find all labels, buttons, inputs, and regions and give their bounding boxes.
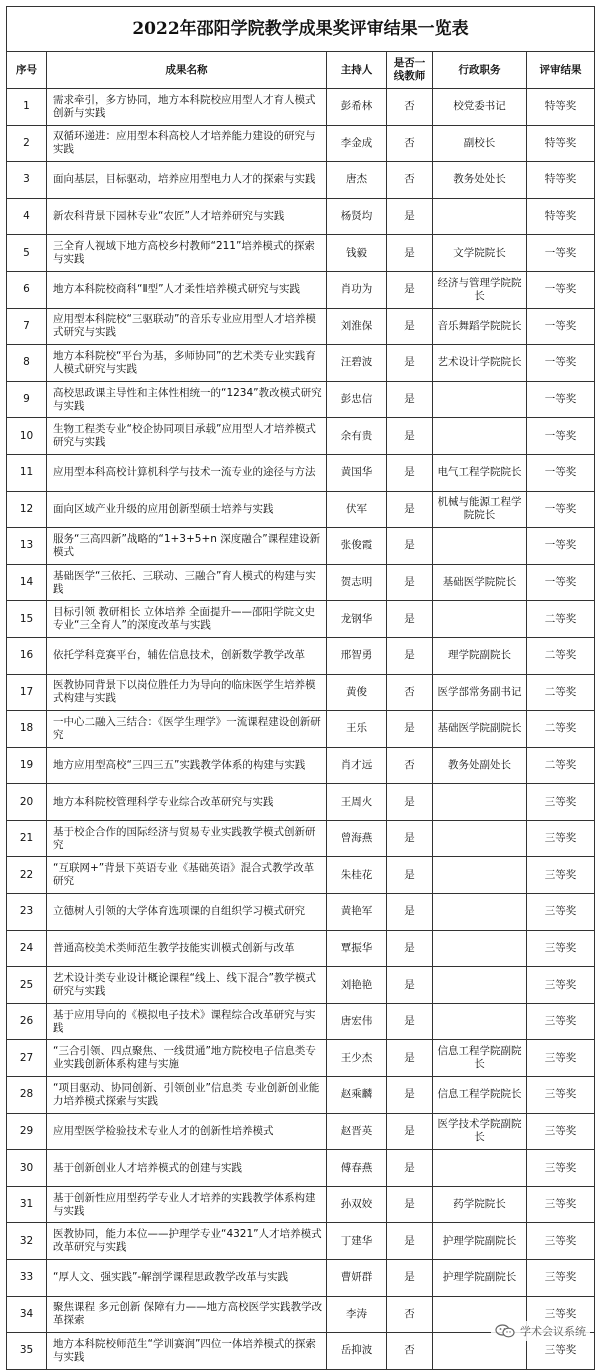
table-row	[7, 930, 595, 967]
cell-host: 余有贵	[327, 418, 387, 455]
cell-result: 三等奖	[527, 967, 595, 1004]
cell-frontline: 是	[387, 491, 433, 528]
cell-name: 医教协同背景下以岗位胜任力为导向的临床医学生培养模式构建与实践	[47, 674, 327, 711]
cell-index: 15	[7, 601, 47, 638]
cell-index: 6	[7, 271, 47, 308]
cell-result: 三等奖	[527, 1223, 595, 1260]
cell-frontline: 是	[387, 930, 433, 967]
cell-host: 赵乘麟	[327, 1077, 387, 1114]
cell-name: 需求牵引，多方协同，地方本科院校应用型人才育人模式创新与实践	[47, 89, 327, 126]
table-row	[7, 454, 595, 491]
cell-host: 贺志明	[327, 564, 387, 601]
cell-index: 1	[7, 89, 47, 126]
cell-result: 一等奖	[527, 235, 595, 272]
cell-index: 21	[7, 820, 47, 857]
cell-index: 4	[7, 198, 47, 235]
cell-result: 一等奖	[527, 345, 595, 382]
cell-index: 22	[7, 857, 47, 894]
cell-index: 3	[7, 162, 47, 199]
cell-index: 33	[7, 1260, 47, 1297]
cell-index: 24	[7, 930, 47, 967]
cell-frontline: 是	[387, 1113, 433, 1150]
header-name: 成果名称	[47, 52, 327, 89]
header-host: 主持人	[327, 52, 387, 89]
cell-host: 李金成	[327, 125, 387, 162]
cell-result: 一等奖	[527, 564, 595, 601]
cell-name: 地方本科院校商科“Ⅱ型”人才柔性培养模式研究与实践	[47, 271, 327, 308]
cell-index: 7	[7, 308, 47, 345]
cell-frontline: 是	[387, 235, 433, 272]
cell-result: 特等奖	[527, 198, 595, 235]
cell-admin: 校党委书记	[433, 89, 527, 126]
cell-result: 三等奖	[527, 1260, 595, 1297]
cell-result: 一等奖	[527, 454, 595, 491]
cell-admin	[433, 1150, 527, 1187]
cell-admin	[433, 381, 527, 418]
table-row	[7, 198, 595, 235]
cell-host: 赵晋英	[327, 1113, 387, 1150]
cell-admin: 医学技术学院副院长	[433, 1113, 527, 1150]
cell-index: 25	[7, 967, 47, 1004]
cell-result: 三等奖	[527, 784, 595, 821]
cell-host: 黄艳军	[327, 894, 387, 931]
cell-result: 特等奖	[527, 125, 595, 162]
cell-name: 高校思政课主导性和主体性相统一的“1234”教改模式研究与实践	[47, 381, 327, 418]
cell-admin: 艺术设计学院院长	[433, 345, 527, 382]
watermark-text: 学术会议系统	[520, 1325, 586, 1338]
cell-host: 覃振华	[327, 930, 387, 967]
cell-admin: 电气工程学院院长	[433, 454, 527, 491]
cell-result: 二等奖	[527, 747, 595, 784]
cell-frontline: 否	[387, 747, 433, 784]
cell-frontline: 否	[387, 125, 433, 162]
cell-host: 王乐	[327, 711, 387, 748]
cell-admin: 护理学院副院长	[433, 1223, 527, 1260]
cell-name: 应用型医学检验技术专业人才的创新性培养模式	[47, 1113, 327, 1150]
cell-index: 13	[7, 528, 47, 565]
cell-frontline: 是	[387, 1077, 433, 1114]
cell-admin: 机械与能源工程学院院长	[433, 491, 527, 528]
cell-admin: 信息工程学院院长	[433, 1077, 527, 1114]
results-table	[6, 6, 595, 1370]
header-index: 序号	[7, 52, 47, 89]
cell-frontline: 是	[387, 1040, 433, 1077]
cell-admin	[433, 198, 527, 235]
cell-name: 双循环递进：应用型本科高校人才培养能力建设的研究与实践	[47, 125, 327, 162]
cell-result: 三等奖	[527, 857, 595, 894]
cell-name: 地方应用型高校“三四三五”实践教学体系的构建与实践	[47, 747, 327, 784]
cell-frontline: 是	[387, 564, 433, 601]
cell-admin: 基础医学院院长	[433, 564, 527, 601]
cell-index: 16	[7, 637, 47, 674]
cell-result: 三等奖	[527, 1333, 595, 1370]
cell-name: 面向区域产业升级的应用创新型硕士培养与实践	[47, 491, 327, 528]
cell-name: 一中心二融入三结合：《医学生理学》一流课程建设创新研究	[47, 711, 327, 748]
cell-result: 一等奖	[527, 528, 595, 565]
table-row	[7, 345, 595, 382]
cell-host: 曹妍群	[327, 1260, 387, 1297]
cell-admin: 医学部常务副书记	[433, 674, 527, 711]
cell-frontline: 是	[387, 894, 433, 931]
cell-name: 基于创新性应用型药学专业人才培养的实践教学体系构建与实践	[47, 1186, 327, 1223]
cell-host: 黄俊	[327, 674, 387, 711]
cell-frontline: 是	[387, 308, 433, 345]
cell-admin	[433, 1003, 527, 1040]
cell-result: 二等奖	[527, 601, 595, 638]
cell-frontline: 是	[387, 454, 433, 491]
cell-index: 31	[7, 1186, 47, 1223]
cell-admin	[433, 967, 527, 1004]
cell-name: 基于校企合作的国际经济与贸易专业实践教学模式创新研究	[47, 820, 327, 857]
cell-frontline: 是	[387, 637, 433, 674]
cell-frontline: 是	[387, 1003, 433, 1040]
cell-index: 29	[7, 1113, 47, 1150]
cell-result: 三等奖	[527, 1003, 595, 1040]
table-row	[7, 1077, 595, 1114]
cell-name: “厚人文、强实践”-解剖学课程思政教学改革与实践	[47, 1260, 327, 1297]
cell-admin	[433, 528, 527, 565]
table-row	[7, 820, 595, 857]
table-row	[7, 967, 595, 1004]
cell-index: 28	[7, 1077, 47, 1114]
cell-index: 5	[7, 235, 47, 272]
cell-result: 一等奖	[527, 271, 595, 308]
cell-host: 唐宏伟	[327, 1003, 387, 1040]
cell-host: 李涛	[327, 1296, 387, 1333]
cell-host: 黄国华	[327, 454, 387, 491]
cell-index: 2	[7, 125, 47, 162]
cell-host: 朱桂花	[327, 857, 387, 894]
cell-frontline: 是	[387, 345, 433, 382]
cell-result: 特等奖	[527, 162, 595, 199]
header-admin: 行政职务	[433, 52, 527, 89]
table-row	[7, 601, 595, 638]
cell-host: 王少杰	[327, 1040, 387, 1077]
cell-host: 岳抑波	[327, 1333, 387, 1370]
table-row	[7, 271, 595, 308]
cell-index: 34	[7, 1296, 47, 1333]
cell-frontline: 否	[387, 674, 433, 711]
cell-host: 伏军	[327, 491, 387, 528]
cell-frontline: 是	[387, 711, 433, 748]
cell-index: 35	[7, 1333, 47, 1370]
table-row	[7, 528, 595, 565]
cell-admin: 教务处副处长	[433, 747, 527, 784]
cell-result: 三等奖	[527, 1186, 595, 1223]
cell-result: 三等奖	[527, 894, 595, 931]
cell-admin: 护理学院副院长	[433, 1260, 527, 1297]
cell-index: 8	[7, 345, 47, 382]
cell-index: 10	[7, 418, 47, 455]
cell-host: 丁建华	[327, 1223, 387, 1260]
cell-host: 曾海燕	[327, 820, 387, 857]
cell-admin	[433, 820, 527, 857]
cell-admin	[433, 857, 527, 894]
cell-name: 基础医学“三依托、三联动、三融合”育人模式的构建与实践	[47, 564, 327, 601]
cell-admin: 理学院副院长	[433, 637, 527, 674]
table-row	[7, 784, 595, 821]
cell-frontline: 是	[387, 271, 433, 308]
table-row	[7, 162, 595, 199]
cell-result: 一等奖	[527, 381, 595, 418]
cell-name: 医教协同，能力本位——护理学专业“4321”人才培养模式改革研究与实践	[47, 1223, 327, 1260]
cell-name: “互联网+”背景下英语专业《基础英语》混合式教学改革研究	[47, 857, 327, 894]
cell-result: 三等奖	[527, 1296, 595, 1333]
cell-frontline: 是	[387, 1186, 433, 1223]
table-row	[7, 747, 595, 784]
table-row	[7, 89, 595, 126]
cell-name: 应用型本科院校“三驱联动”的音乐专业应用型人才培养模式研究与实践	[47, 308, 327, 345]
cell-result: 一等奖	[527, 418, 595, 455]
cell-index: 27	[7, 1040, 47, 1077]
table-row	[7, 308, 595, 345]
cell-frontline: 是	[387, 784, 433, 821]
table-row	[7, 1040, 595, 1077]
cell-name: 生物工程类专业“校企协同项目承载”应用型人才培养模式研究与实践	[47, 418, 327, 455]
header-row	[7, 52, 595, 89]
table-row	[7, 1003, 595, 1040]
watermark	[491, 1321, 590, 1341]
cell-host: 张俊霞	[327, 528, 387, 565]
cell-frontline: 是	[387, 820, 433, 857]
cell-name: 服务“三高四新”战略的“1+3+5+n 深度融合”课程建设新模式	[47, 528, 327, 565]
results-sheet	[6, 6, 594, 1370]
cell-name: 三全育人视域下地方高校乡村教师“211”培养模式的探索与实践	[47, 235, 327, 272]
cell-host: 王周火	[327, 784, 387, 821]
cell-frontline: 是	[387, 381, 433, 418]
cell-frontline: 是	[387, 418, 433, 455]
cell-result: 三等奖	[527, 1150, 595, 1187]
cell-index: 30	[7, 1150, 47, 1187]
cell-admin: 教务处处长	[433, 162, 527, 199]
table-row	[7, 894, 595, 931]
cell-frontline: 否	[387, 89, 433, 126]
cell-frontline: 是	[387, 1223, 433, 1260]
table-row	[7, 1186, 595, 1223]
cell-frontline: 是	[387, 857, 433, 894]
table-row	[7, 1150, 595, 1187]
cell-frontline: 否	[387, 1296, 433, 1333]
cell-result: 二等奖	[527, 674, 595, 711]
table-row	[7, 381, 595, 418]
cell-index: 23	[7, 894, 47, 931]
cell-host: 唐杰	[327, 162, 387, 199]
table-row	[7, 674, 595, 711]
cell-host: 彭忠信	[327, 381, 387, 418]
table-title: 2022年邵阳学院教学成果奖评审结果一览表	[7, 7, 595, 52]
cell-name: “项目驱动、协同创新、引领创业”信息类 专业创新创业能力培养模式探索与实践	[47, 1077, 327, 1114]
cell-name: 基于应用导向的《模拟电子技术》课程综合改革研究与实践	[47, 1003, 327, 1040]
cell-name: 地方本科院校师范生“学训赛润”四位一体培养模式的探索与实践	[47, 1333, 327, 1370]
cell-result: 一等奖	[527, 308, 595, 345]
table-row	[7, 1113, 595, 1150]
cell-name: 目标引领 教研相长 立体培养 全面提升——邵阳学院文史专业“三全育人”的深度改革与实践	[47, 601, 327, 638]
cell-index: 12	[7, 491, 47, 528]
cell-name: 基于创新创业人才培养模式的创建与实践	[47, 1150, 327, 1187]
cell-admin: 信息工程学院副院长	[433, 1040, 527, 1077]
table-body	[7, 89, 595, 1370]
cell-name: 地方本科院校“平台为基，多师协同”的艺术类专业实践育人模式研究与实践	[47, 345, 327, 382]
cell-admin	[433, 418, 527, 455]
cell-index: 26	[7, 1003, 47, 1040]
cell-result: 三等奖	[527, 1040, 595, 1077]
table-row	[7, 1260, 595, 1297]
cell-host: 刘艳艳	[327, 967, 387, 1004]
cell-index: 18	[7, 711, 47, 748]
cell-result: 特等奖	[527, 89, 595, 126]
cell-host: 龙钢华	[327, 601, 387, 638]
cell-frontline: 否	[387, 1333, 433, 1370]
cell-admin	[433, 601, 527, 638]
cell-name: 新农科背景下园林专业“农匠”人才培养研究与实践	[47, 198, 327, 235]
cell-admin: 音乐舞蹈学院院长	[433, 308, 527, 345]
table-row	[7, 857, 595, 894]
table-row	[7, 711, 595, 748]
table-row	[7, 491, 595, 528]
cell-result: 三等奖	[527, 930, 595, 967]
cell-host: 汪碧波	[327, 345, 387, 382]
cell-name: “三合引领、四点聚焦、一线贯通”地方院校电子信息类专业实践创新体系构建与实施	[47, 1040, 327, 1077]
wechat-icon	[495, 1324, 515, 1338]
cell-host: 钱毅	[327, 235, 387, 272]
cell-frontline: 是	[387, 967, 433, 1004]
table-row	[7, 418, 595, 455]
cell-name: 地方本科院校管理科学专业综合改革研究与实践	[47, 784, 327, 821]
cell-index: 17	[7, 674, 47, 711]
cell-result: 三等奖	[527, 1077, 595, 1114]
header-frontline: 是否一线教师	[387, 52, 433, 89]
cell-host: 邢智勇	[327, 637, 387, 674]
cell-result: 二等奖	[527, 637, 595, 674]
cell-index: 9	[7, 381, 47, 418]
cell-admin	[433, 894, 527, 931]
cell-admin: 基础医学院副院长	[433, 711, 527, 748]
cell-result: 一等奖	[527, 491, 595, 528]
cell-frontline: 是	[387, 1150, 433, 1187]
table-row	[7, 235, 595, 272]
table-row	[7, 125, 595, 162]
cell-name: 立德树人引领的大学体育选项课的自组织学习模式研究	[47, 894, 327, 931]
cell-host: 肖功为	[327, 271, 387, 308]
cell-index: 19	[7, 747, 47, 784]
cell-admin: 文学院院长	[433, 235, 527, 272]
cell-name: 应用型本科高校计算机科学与技术一流专业的途径与方法	[47, 454, 327, 491]
table-row	[7, 564, 595, 601]
cell-frontline: 否	[387, 162, 433, 199]
cell-admin: 药学院院长	[433, 1186, 527, 1223]
cell-result: 三等奖	[527, 1113, 595, 1150]
cell-frontline: 是	[387, 601, 433, 638]
cell-host: 刘淮保	[327, 308, 387, 345]
cell-host: 彭希林	[327, 89, 387, 126]
cell-result: 二等奖	[527, 711, 595, 748]
cell-index: 32	[7, 1223, 47, 1260]
cell-admin: 副校长	[433, 125, 527, 162]
cell-result: 三等奖	[527, 820, 595, 857]
cell-admin	[433, 784, 527, 821]
cell-admin	[433, 930, 527, 967]
cell-index: 14	[7, 564, 47, 601]
table-row	[7, 637, 595, 674]
cell-name: 普通高校美术类师范生教学技能实训模式创新与改革	[47, 930, 327, 967]
cell-frontline: 是	[387, 528, 433, 565]
cell-name: 依托学科竞赛平台，辅佐信息技术，创新数学教学改革	[47, 637, 327, 674]
cell-host: 肖才远	[327, 747, 387, 784]
cell-admin: 经济与管理学院院长	[433, 271, 527, 308]
table-row	[7, 1223, 595, 1260]
header-result: 评审结果	[527, 52, 595, 89]
cell-index: 20	[7, 784, 47, 821]
cell-host: 傅春燕	[327, 1150, 387, 1187]
cell-name: 聚焦课程 多元创新 保障有力——地方高校医学实践教学改革探索	[47, 1296, 327, 1333]
cell-frontline: 是	[387, 1260, 433, 1297]
cell-index: 11	[7, 454, 47, 491]
cell-name: 艺术设计类专业设计概论课程“线上、线下混合”教学模式研究与实践	[47, 967, 327, 1004]
cell-host: 杨贤均	[327, 198, 387, 235]
cell-host: 孙双姣	[327, 1186, 387, 1223]
cell-frontline: 是	[387, 198, 433, 235]
cell-name: 面向基层，目标驱动，培养应用型电力人才的探索与实践	[47, 162, 327, 199]
